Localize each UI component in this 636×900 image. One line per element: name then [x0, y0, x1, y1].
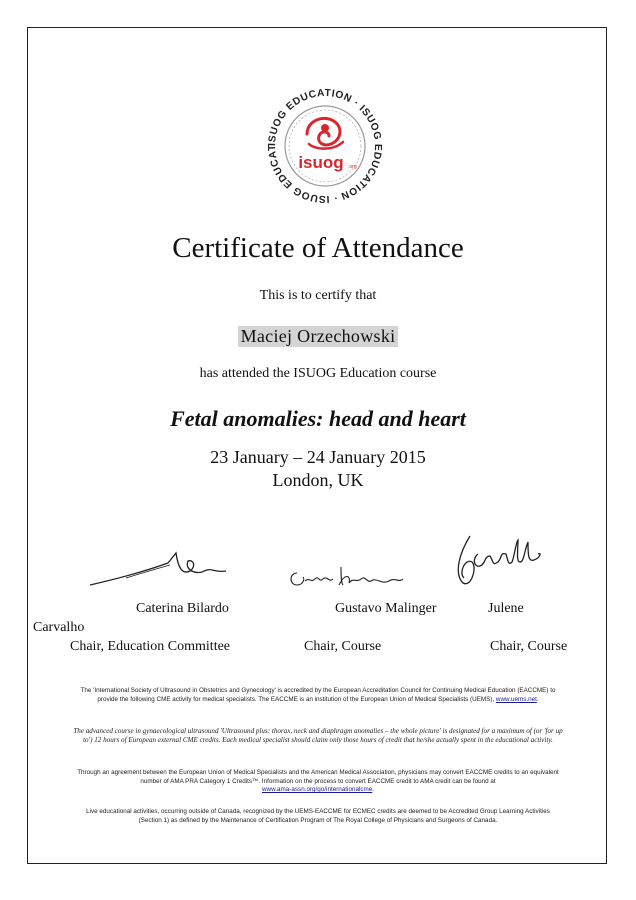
certify-line: This is to certify that	[259, 288, 377, 303]
fetus-emblem-icon	[307, 118, 343, 148]
signer-name-malinger: Gustavo Malinger	[335, 601, 437, 616]
course-title: Fetal anomalies: head and heart	[170, 406, 466, 431]
signature-carvalho-icon	[448, 532, 548, 592]
signature-malinger-icon	[285, 555, 410, 595]
ama-link[interactable]: www.ama-assn.org/go/internationalcme	[262, 786, 373, 794]
svg-text:ISUOG EDUCATION · ISUOG EDUCAT: ISUOG EDUCATION · ISUOG EDUCATION · ISUOG EDUCAT	[266, 87, 384, 205]
attendee-name-row	[0, 326, 636, 347]
ama-note: Through an agreement between the European Union of Medical Specialists and the American Medical Association, physicians may convert EACCME credits to an equivalent number of AMA PRA Category 1 Credits™. Information on the process to convert EACCME credit to AMA credit can be found at www.ama-assn.org/go/internationalcme.	[77, 769, 559, 794]
signer-name-carvalho-first: Julene	[488, 601, 524, 616]
signer-name-bilardo: Caterina Bilardo	[136, 601, 229, 616]
isuog-education-seal	[263, 84, 387, 208]
signer-name-carvalho-last: Carvalho	[33, 620, 85, 635]
signer-role-carvalho: Chair, Course	[490, 639, 568, 654]
certificate-title: Certificate of Attendance	[172, 232, 464, 264]
canada-note: Live educational activities, occurring outside of Canada, recognized by the UEMS-EACCME for ECMEC credits are deemed to be Accredited Group Learning Activities (Section 1) as defined by the Maintenance of Certification Program of The Royal College of Physicians and Surgeons of Canada.	[86, 808, 550, 824]
signer-role-malinger: Chair, Course	[304, 639, 382, 654]
signer-role-bilardo: Chair, Education Committee	[70, 639, 231, 654]
credits-note: The advanced course in gynaecological ultrasound 'Ultrasound plus: thorax, neck and diaphragm anomalies – the whole picture' is designated for a maximum of (or 'for up to') 12 hours of European external CME credits. Each medical specialist should claim only those hours of credit that he/she actually spent in the educational activity.	[73, 727, 563, 744]
svg-text:isuog: isuog	[298, 153, 344, 172]
attended-line: has attended the ISUOG Education course	[199, 366, 437, 381]
signature-bilardo-icon	[86, 545, 236, 590]
course-location: London, UK	[272, 470, 364, 490]
course-dates: 23 January – 24 January 2015	[210, 447, 426, 467]
uems-link[interactable]: www.uems.net	[495, 695, 537, 703]
accreditation-note: The 'International Society of Ultrasound in Obstetrics and Gynecology' is accredited by the European Accreditation Council for Continuing Medical Education (EACCME) to provide the following CME activity for medical specialists. The EACCME is an institution of the European Union of Medical Specialists (UEMS), www.uems.net.	[80, 687, 556, 703]
svg-text:.org: .org	[348, 164, 357, 170]
attendee-name: Maciej Orzechowski	[238, 326, 399, 347]
